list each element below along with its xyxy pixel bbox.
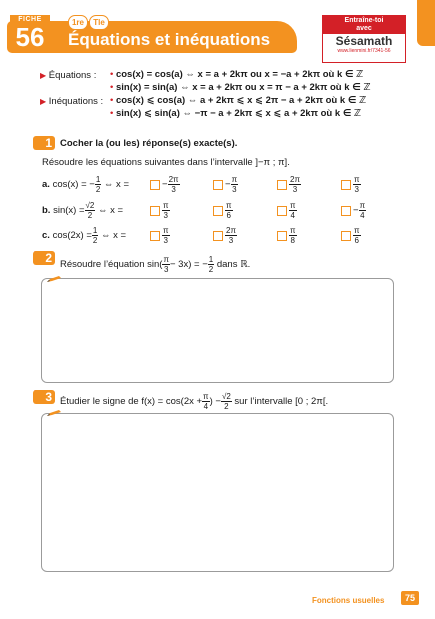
checkbox[interactable] (341, 231, 351, 241)
answer-option[interactable]: $\frac{\pi}{3}$ (150, 226, 170, 245)
exercise-2-text: Résoudre l’équation sin( $\frac{\pi}{3}$ − 3x) = − $\frac{1}{2}$ dans ℝ. (60, 255, 251, 274)
answer-option[interactable]: $\frac{2\pi}{3}$ (277, 175, 301, 194)
checkbox[interactable] (277, 180, 287, 190)
exercise-2-answer-area[interactable] (41, 278, 394, 383)
exercise-2-badge: 2 (33, 251, 55, 265)
checkbox[interactable] (341, 180, 351, 190)
promo-line1: Entraîne-toi (344, 17, 384, 24)
answer-option[interactable]: $\frac{\pi}{6}$ (341, 226, 361, 245)
checkbox[interactable] (150, 206, 160, 216)
inequations-label: Inéquations : (48, 96, 104, 107)
checkbox[interactable] (213, 231, 223, 241)
footer-section-title: Fonctions usuelles (312, 596, 385, 605)
pencil-icon (47, 410, 61, 416)
checkbox[interactable] (150, 180, 160, 190)
answer-option[interactable]: $\frac{\pi}{6}$ (213, 201, 233, 220)
page-number: 75 (401, 591, 419, 605)
exercise-3-text: Étudier le signe de f(x) = cos(2x + $\frac{\pi}{4}$ ) − $\frac{√2}{2}$ sur l’intervalle [0 ; 2π[. (60, 392, 329, 411)
sesamath-logo: Sésamath (335, 34, 393, 48)
answer-option[interactable]: $\frac{\pi}{3}$ (150, 201, 170, 220)
exercise-1-badge: 1 (33, 136, 55, 150)
triangle-bullet-icon: ▶ (40, 97, 47, 106)
pencil-icon (47, 276, 61, 282)
answer-option[interactable]: $\frac{\pi}{4}$ (277, 201, 297, 220)
equation-formula-1: • cos(x) = cos(a) ⇔ x = a + 2kπ ou x = −a + 2kπ où k ∈ ℤ (110, 69, 364, 80)
sesamath-promo[interactable] (322, 15, 406, 63)
fiche-label: FICHE (10, 15, 50, 24)
equations-label: Équations : (48, 70, 97, 81)
fiche-number: 56 (15, 22, 45, 52)
checkbox[interactable] (277, 206, 287, 216)
answer-option[interactable]: $\frac{\pi}{3}$ (341, 175, 361, 194)
checkbox[interactable] (150, 231, 160, 241)
question-3: c. cos(2x) = $\frac{1}{2}$ ⇔ x = (42, 226, 127, 245)
checkbox[interactable] (341, 206, 351, 216)
exercise-1-statement: Résoudre les équations suivantes dans l’intervalle ]−π ; π]. (42, 157, 290, 168)
level-badge-1re: 1re (68, 15, 88, 30)
checkbox[interactable] (213, 180, 223, 190)
answer-option[interactable]: $\frac{\pi}{8}$ (277, 226, 297, 245)
answer-option[interactable]: − $\frac{\pi}{4}$ (341, 201, 366, 220)
triangle-bullet-icon: ▶ (40, 71, 47, 80)
promo-url[interactable]: www.lienmini.fr/7341-56 (337, 48, 391, 54)
answer-option[interactable]: − $\frac{2\pi}{3}$ (150, 175, 180, 194)
exercise-3-answer-area[interactable] (41, 413, 394, 572)
answer-option[interactable]: − $\frac{\pi}{3}$ (213, 175, 238, 194)
bullet-icon: • (110, 82, 114, 93)
inequation-formula-2: • sin(x) ⩽ sin(a) ⇔ −π − a + 2kπ ⩽ x ⩽ a + 2kπ où k ∈ ℤ (110, 108, 362, 119)
promo-line2: avec (356, 25, 372, 32)
inequations-label-row (40, 96, 103, 108)
side-tab (417, 0, 435, 46)
checkbox[interactable] (277, 231, 287, 241)
checkbox[interactable] (213, 206, 223, 216)
exercise-3-badge: 3 (33, 390, 55, 404)
bullet-icon: • (110, 95, 114, 106)
exercise-1-instruction: Cocher la (ou les) réponse(s) exacte(s). (60, 138, 238, 149)
answer-option[interactable]: $\frac{2\pi}{3}$ (213, 226, 237, 245)
equation-formula-2: • sin(x) = sin(a) ⇔ x = a + 2kπ ou x = π − a + 2kπ où k ∈ ℤ (110, 82, 371, 93)
level-badge-tle: Tle (89, 15, 109, 30)
question-1: a. cos(x) = − $\frac{1}{2}$ ⇔ x = (42, 175, 129, 194)
page-title: Équations et inéquations (68, 30, 271, 49)
bullet-icon: • (110, 108, 114, 119)
bullet-icon: • (110, 69, 114, 80)
question-2: b. sin(x) = $\frac{√2}{2}$ ⇔ x = (42, 201, 124, 220)
equations-label-row (40, 70, 96, 82)
inequation-formula-1: • cos(x) ⩽ cos(a) ⇔ a + 2kπ ⩽ x ⩽ 2π − a + 2kπ où k ∈ ℤ (110, 95, 367, 106)
